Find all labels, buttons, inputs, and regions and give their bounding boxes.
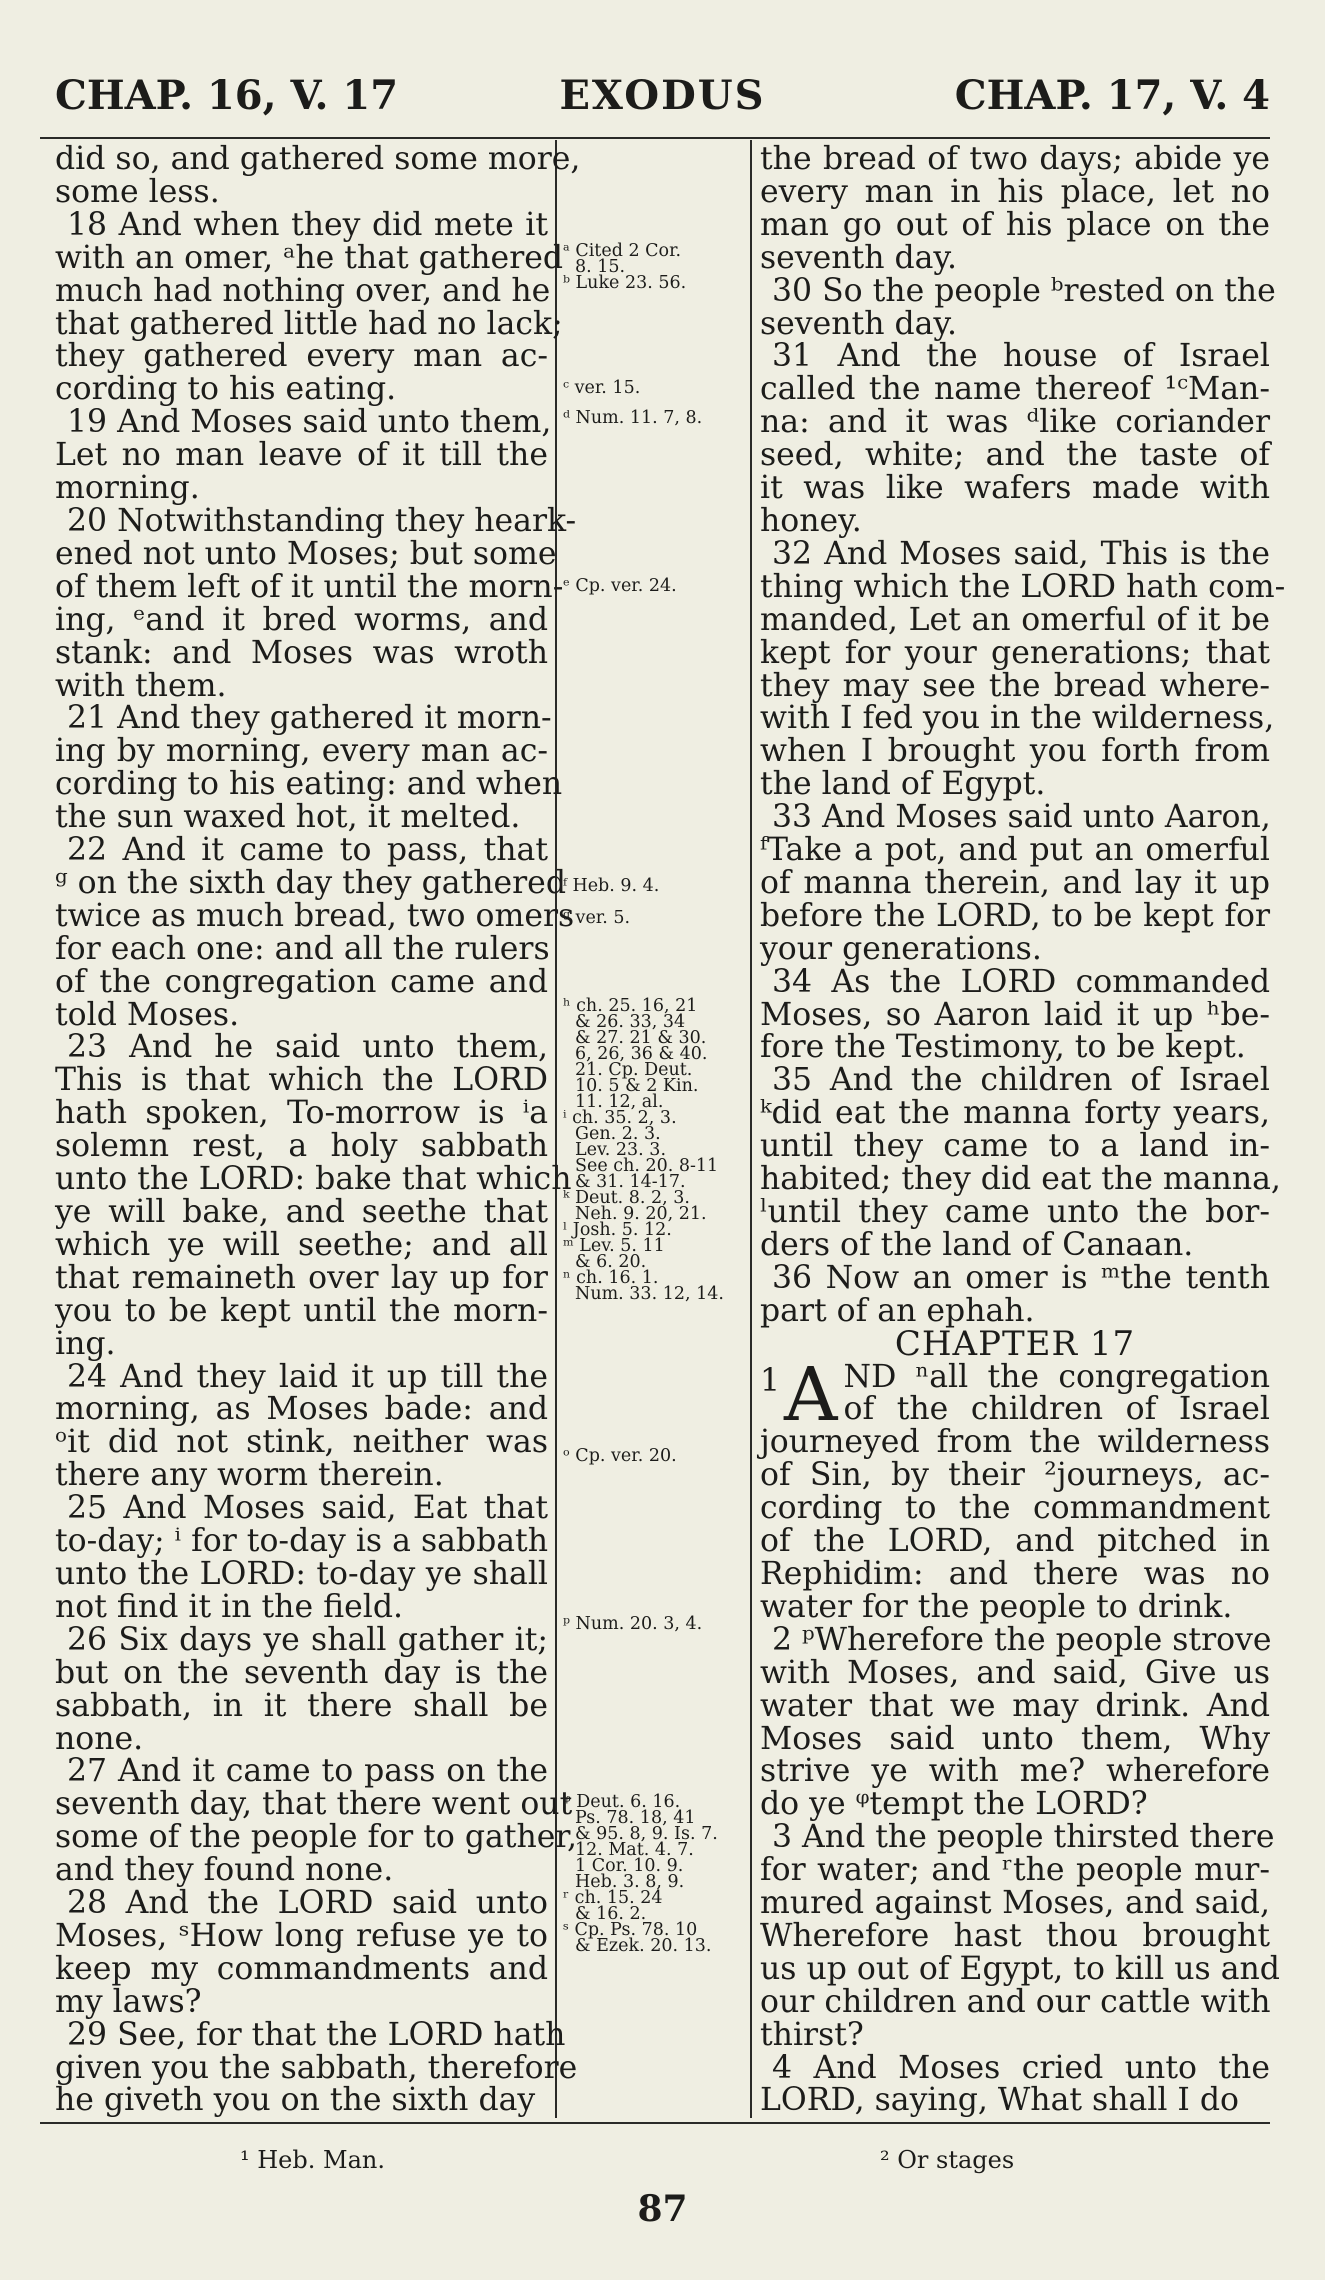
text-line: ᵒit did not stink, neither was <box>55 1424 548 1461</box>
cross-reference-line: Ps. 78. 18, 41 <box>575 1808 696 1828</box>
text-line: Rephidim: and there was no <box>760 1555 1270 1592</box>
column-divider-right <box>750 140 752 2118</box>
text-line: journeyed from the wilderness <box>760 1424 1270 1461</box>
text-line: cording to the commandment <box>760 1490 1270 1527</box>
text-line: with an omer, ᵃhe that gathered <box>55 239 564 276</box>
header-rule <box>40 137 1270 139</box>
left-text-column <box>55 141 581 2119</box>
text-line: manded, Let an omerful of it be <box>760 601 1270 638</box>
cross-reference <box>563 410 748 426</box>
text-line: twice as much bread, two omers <box>55 897 575 934</box>
text-line: of the congregation came and <box>55 963 548 1000</box>
text-line: Wherefore hast thou brought <box>760 1917 1270 1954</box>
text-line: morning. <box>55 470 200 507</box>
text-line: do ye ᵠtempt the LORD? <box>760 1786 1148 1823</box>
text-line: much had nothing over, and he <box>55 272 551 309</box>
cross-reference-line: ᵇ Luke 23. 56. <box>563 273 687 293</box>
cross-reference-line: ᵏ Deut. 8. 2, 3. <box>563 1188 690 1208</box>
cross-reference-line: ⁱ ch. 35. 2, 3. <box>563 1108 677 1128</box>
cross-reference <box>563 878 748 894</box>
right-text-column <box>760 141 1286 2119</box>
cross-reference-line: 10. 5 & 2 Kin. <box>575 1076 699 1096</box>
cross-reference-line: ᵉ Cp. ver. 24. <box>563 576 677 596</box>
cross-reference-line: See ch. 20. 8-11 <box>575 1156 719 1176</box>
text-line: of the children of Israel <box>843 1391 1270 1428</box>
text-line: but on the seventh day is the <box>55 1654 548 1691</box>
cross-reference-line: ᵐ Lev. 5. 11 <box>563 1236 665 1256</box>
cross-reference-line: Heb. 3. 8, 9. <box>575 1872 685 1892</box>
text-line: ᵍ on the sixth day they gathered <box>55 864 566 901</box>
text-line: 28 And the LORD said unto <box>67 1885 548 1922</box>
text-line: seventh day, that there went out <box>55 1786 573 1823</box>
text-line: cording to his eating: and when <box>55 766 563 803</box>
text-line: seed, white; and the taste of <box>760 437 1270 474</box>
text-line: 27 And it came to pass on the <box>67 1753 548 1790</box>
cross-reference-line: & 95. 8, 9. Is. 7. <box>575 1824 718 1844</box>
cross-reference-line: 1 Cor. 10. 9. <box>575 1856 684 1876</box>
text-line: fore the Testimony, to be kept. <box>760 1029 1246 1066</box>
text-line: hath spoken, To-morrow is ⁱa <box>55 1095 548 1132</box>
text-line: 19 And Moses said unto them, <box>67 404 552 441</box>
text-line: that remaineth over lay up for <box>55 1259 548 1296</box>
text-line: of Sin, by their ²journeys, ac- <box>760 1457 1270 1494</box>
text-line: with Moses, and said, Give us <box>760 1654 1270 1691</box>
cross-reference-line: ˢ Cp. Ps. 78. 10 <box>563 1920 698 1940</box>
cross-reference-line: ᵒ Cp. ver. 20. <box>563 1446 677 1466</box>
text-line: unto the LORD: bake that which <box>55 1161 572 1198</box>
text-line: water that we may drink. And <box>760 1687 1270 1724</box>
text-line: before the LORD, to be kept for <box>760 897 1270 934</box>
footnote-1: ¹ Heb. Man. <box>240 2146 385 2174</box>
text-line: man go out of his place on the <box>760 206 1270 243</box>
text-line: na: and it was ᵈlike coriander <box>760 404 1270 441</box>
text-line: LORD, saying, What shall I do <box>760 2082 1240 2119</box>
text-line: 35 And the children of Israel <box>772 1062 1270 1099</box>
text-line: with I fed you in the wilderness, <box>760 700 1275 737</box>
text-line: 2 ᵖWherefore the people strove <box>772 1621 1272 1658</box>
page-number: 87 <box>637 2188 688 2230</box>
text-line: ened not unto Moses; but some <box>55 535 557 572</box>
cross-reference <box>563 1794 748 1954</box>
text-line: when I brought you forth from <box>760 733 1270 770</box>
header-right-reference: CHAP. 17, V. 4 <box>954 72 1270 119</box>
text-line: 23 And he said unto them, <box>67 1029 548 1066</box>
text-line: until they came to a land in- <box>760 1128 1270 1165</box>
header-left-reference: CHAP. 16, V. 17 <box>55 72 399 119</box>
cross-reference-line: ᶜ ver. 15. <box>563 378 641 398</box>
text-line: 24 And they laid it up till the <box>67 1358 548 1395</box>
text-line: there any worm therein. <box>55 1457 444 1494</box>
cross-reference-line: ᵠ Deut. 6. 16. <box>563 1792 681 1812</box>
cross-reference <box>563 998 748 1302</box>
text-line: stank: and Moses was wroth <box>55 634 548 671</box>
cross-reference-line: Lev. 23. 3. <box>575 1140 667 1160</box>
text-line: every man in his place, let no <box>760 173 1270 210</box>
cross-reference <box>563 1616 748 1632</box>
text-line: sabbath, in it there shall be <box>55 1687 548 1724</box>
cross-reference <box>563 578 748 594</box>
text-line: Let no man leave of it till the <box>55 437 548 474</box>
text-line: ders of the land of Canaan. <box>760 1226 1194 1263</box>
text-line: for each one: and all the rulers <box>55 930 550 967</box>
text-line: 4 And Moses cried unto the <box>772 2049 1270 2086</box>
text-line: seventh day. <box>760 239 958 276</box>
text-line: morning, as Moses bade: and <box>55 1391 548 1428</box>
text-line: ND ⁿall the congregation <box>843 1358 1270 1395</box>
text-line: for water; and ʳthe people mur- <box>760 1852 1270 1889</box>
text-line: solemn rest, a holy sabbath <box>55 1128 548 1165</box>
cross-reference-line: Neh. 9. 20, 21. <box>575 1204 707 1224</box>
text-line: Moses, ˢHow long refuse ye to <box>55 1917 548 1954</box>
cross-reference-line: ʳ ch. 15. 24 <box>563 1888 663 1908</box>
text-line: part of an ephah. <box>760 1292 1035 1329</box>
text-line: not find it in the field. <box>55 1588 404 1625</box>
footnote-2: ² Or stages <box>880 2146 1015 2174</box>
text-line: told Moses. <box>55 996 240 1033</box>
text-line: to-day; ⁱ for to-day is a sabbath <box>55 1523 548 1560</box>
text-line: and they found none. <box>55 1852 394 1889</box>
text-line: they gathered every man ac- <box>55 338 548 375</box>
text-line: water for the people to drink. <box>760 1588 1233 1625</box>
text-line: the bread of two days; abide ye <box>760 141 1270 177</box>
text-line: us up out of Egypt, to kill us and <box>760 1950 1280 1987</box>
text-line: given you the sabbath, therefore <box>55 2049 578 2086</box>
text-line: ing by morning, every man ac- <box>55 733 548 770</box>
text-line: habited; they did eat the manna, <box>760 1161 1281 1198</box>
chapter-heading: CHAPTER 17 <box>894 1323 1136 1364</box>
text-line: of the LORD, and pitched in <box>760 1523 1270 1560</box>
text-line: honey. <box>760 502 862 539</box>
text-line: they may see the bread where- <box>760 667 1270 704</box>
cross-reference-line: 11. 12, al. <box>575 1092 664 1112</box>
text-line: kept for your generations; that <box>760 634 1270 671</box>
cross-reference-line: ˡ Josh. 5. 12. <box>563 1220 672 1240</box>
text-line: 20 Notwithstanding they heark- <box>67 502 577 539</box>
cross-reference <box>563 910 748 926</box>
text-line: your generations. <box>760 930 1042 967</box>
verse-number: 1 <box>760 1362 781 1399</box>
cross-reference-line: ᵃ Cited 2 Cor. <box>563 241 682 261</box>
text-line: 22 And it came to pass, that <box>67 832 548 869</box>
text-line: with them. <box>55 667 227 704</box>
cross-reference-line: & 16. 2. <box>575 1904 647 1924</box>
text-line: of them left of it until the morn- <box>55 568 564 605</box>
cross-reference-line: & 31. 14-17. <box>575 1172 686 1192</box>
cross-reference <box>563 380 748 396</box>
text-line: that gathered little had no lack; <box>55 305 563 342</box>
text-line: cording to his eating. <box>55 371 397 408</box>
footnote-rule <box>40 2122 1270 2124</box>
text-line: did so, and gathered some more, <box>55 141 581 177</box>
text-line: keep my commandments and <box>55 1950 548 1987</box>
text-line: our children and our cattle with <box>760 1983 1271 2020</box>
text-line: of manna therein, and lay it up <box>760 864 1270 901</box>
text-line: thing which the LORD hath com- <box>760 568 1286 605</box>
text-line: the land of Egypt. <box>760 766 1046 803</box>
text-line: 3 And the people thirsted there <box>772 1819 1275 1856</box>
text-line: Moses, so Aaron laid it up ʰbe- <box>760 996 1270 1033</box>
text-line: called the name thereof ¹ᶜMan- <box>760 371 1270 408</box>
text-line: 29 See, for that the LORD hath <box>67 2016 566 2053</box>
cross-reference <box>563 1448 748 1464</box>
text-line: ing, ᵉand it bred worms, and <box>55 601 548 638</box>
text-line: 30 So the people ᵇrested on the <box>772 272 1276 309</box>
text-line: seventh day. <box>760 305 958 342</box>
text-line: some of the people for to gather, <box>55 1819 578 1856</box>
cross-reference-line: ᵈ Num. 11. 7, 8. <box>563 408 703 428</box>
cross-reference-line: & 26. 33, 34 <box>575 1012 686 1032</box>
cross-reference-line: 12. Mat. 4. 7. <box>575 1840 694 1860</box>
book-title: EXODUS <box>559 72 766 119</box>
text-line: 33 And Moses said unto Aaron, <box>772 799 1271 836</box>
text-line: my laws? <box>55 1983 202 2020</box>
text-line: it was like wafers made with <box>760 470 1270 507</box>
cross-reference <box>563 243 748 291</box>
text-line: ᵏdid eat the manna forty years, <box>760 1095 1270 1132</box>
text-line: some less. <box>55 173 220 210</box>
cross-reference-line: ᵖ Num. 20. 3, 4. <box>563 1614 703 1634</box>
text-line: ˡuntil they came unto the bor- <box>760 1194 1270 1230</box>
text-line: Moses said unto them, Why <box>760 1720 1270 1757</box>
text-line: 18 And when they did mete it <box>67 206 548 243</box>
cross-reference-line: ⁿ ch. 16. 1. <box>563 1268 659 1288</box>
cross-reference-line: ʰ ch. 25. 16, 21 <box>563 996 698 1016</box>
text-line: This is that which the LORD <box>55 1062 548 1099</box>
cross-reference-line: 8. 15. <box>575 257 626 277</box>
text-line: thirst? <box>760 2016 864 2053</box>
text-line: strive ye with me? wherefore <box>760 1753 1270 1790</box>
drop-cap: A <box>784 1351 838 1438</box>
text-line: 31 And the house of Israel <box>772 338 1270 375</box>
cross-reference-line: & Ezek. 20. 13. <box>575 1936 712 1956</box>
cross-reference-line: 21. Cp. Deut. <box>575 1060 693 1080</box>
cross-reference-line: & 6. 20. <box>575 1252 647 1272</box>
chapter-opening <box>760 1351 1270 1438</box>
text-line: ye will bake, and seethe that <box>55 1194 548 1230</box>
text-line: unto the LORD: to-day ye shall <box>55 1555 548 1592</box>
text-line: you to be kept until the morn- <box>55 1292 548 1329</box>
text-line: 26 Six days ye shall gather it; <box>67 1621 548 1658</box>
text-line: 36 Now an omer is ᵐthe tenth <box>772 1259 1270 1296</box>
cross-reference-line: Gen. 2. 3. <box>575 1124 661 1144</box>
text-line: 21 And they gathered it morn- <box>67 700 552 737</box>
text-line: the sun waxed hot, it melted. <box>55 799 521 836</box>
text-line: none. <box>55 1720 144 1757</box>
text-line: 32 And Moses said, This is the <box>772 535 1270 572</box>
text-line: ᶠTake a pot, and put an omerful <box>760 832 1270 869</box>
text-line: he giveth you on the sixth day <box>55 2082 536 2119</box>
running-header <box>55 72 1270 132</box>
text-line: mured against Moses, and said, <box>760 1885 1270 1922</box>
text-line: which ye will seethe; and all <box>55 1226 548 1263</box>
text-line: 25 And Moses said, Eat that <box>67 1490 548 1527</box>
cross-reference-line: 6, 26, 36 & 40. <box>575 1044 708 1064</box>
text-line: 34 As the LORD commanded <box>772 963 1270 1000</box>
cross-reference-line: Num. 33. 12, 14. <box>575 1284 724 1304</box>
text-line: ing. <box>55 1325 116 1362</box>
cross-reference-line: & 27. 21 & 30. <box>575 1028 707 1048</box>
cross-reference-line: ᶠ Heb. 9. 4. <box>563 876 660 896</box>
cross-reference-line: ᵍ ver. 5. <box>563 908 631 928</box>
